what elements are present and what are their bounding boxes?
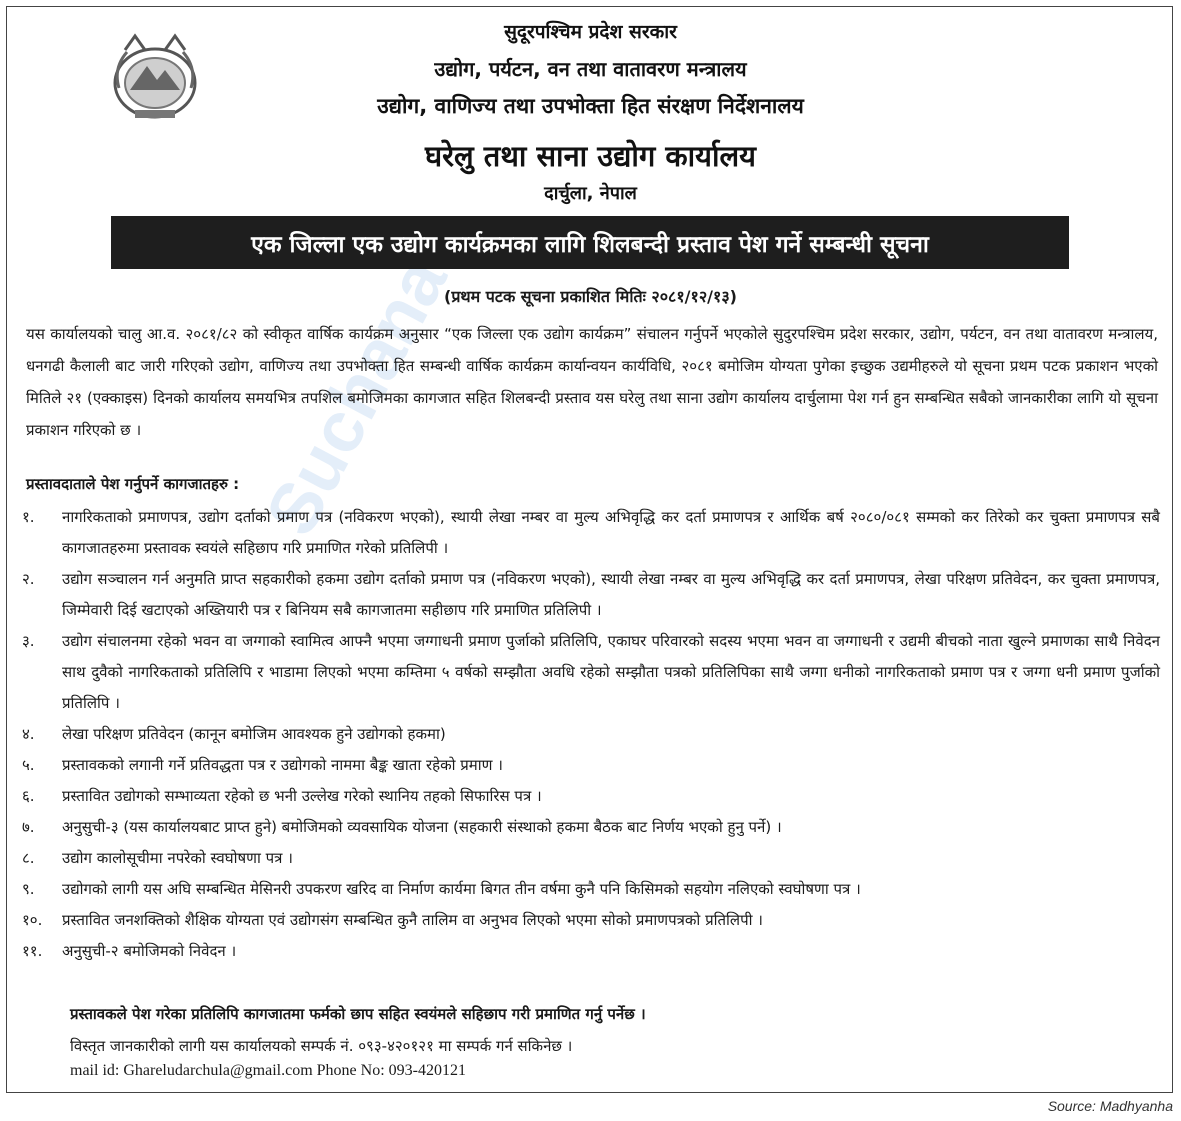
list-item — [22, 719, 1160, 750]
source-credit: Source: Madhyanha — [1047, 1098, 1173, 1114]
item-text: लेखा परिक्षण प्रतिवेदन (कानून बमोजिम आवश्यक हुने उद्योगको हकमा) — [62, 725, 446, 743]
item-text: प्रस्तावित उद्योगको सम्भाव्यता रहेको छ भनी उल्लेख गरेको स्थानिय तहको सिफारिस पत्र । — [62, 787, 542, 805]
item-number: २. — [22, 570, 35, 588]
list-item — [22, 781, 1160, 812]
mail-phone: mail id: Ghareludarchula@gmail.com Phone No: 093-420121 — [70, 1062, 466, 1079]
notice-title: एक जिल्ला एक उद्योग कार्यक्रमका लागि शिलबन्दी प्रस्ताव पेश गर्ने सम्बन्धी सूचना — [111, 216, 1069, 269]
item-text: उद्योग सञ्चालन गर्न अनुमति प्राप्त सहकारीको हकमा उद्योग दर्ताको प्रमाण पत्र (नविकरण भएको), स्थायी लेखा नम्बर वा मुल्य अभिवृद्धि कर दर्ता प्रमाणपत्र, लेखा परिक्षण प्रतिवेदन, कर चुक्ता प्रमाणपत्र, जिम्मेवारी दिई खटाएको अख्तियारी पत्र र बिनियम सबै कागजातमा सहीछाप गरि प्रमाणित प्रतिलिपी । — [62, 570, 1160, 619]
item-text: अनुसुची-३ (यस कार्यालयबाट प्राप्त हुने) बमोजिमको व्यवसायिक योजना (सहकारी संस्थाको हकमा बैठक बाट निर्णय भएको हुनु पर्ने) । — [62, 818, 782, 836]
item-number: ४. — [22, 725, 35, 743]
directorate-name: उद्योग, वाणिज्य तथा उपभोक्ता हित संरक्षण निर्देशनालय — [377, 94, 804, 118]
item-number: ७. — [22, 818, 35, 836]
office-location: दार्चुला, नेपाल — [544, 183, 637, 204]
item-text: प्रस्तावित जनशक्तिको शैक्षिक योग्यता एवं उद्योगसंग सम्बन्धित कुनै तालिम वा अनुभव लिएको भएमा सोको प्रमाणपत्रको प्रतिलिपी । — [62, 911, 763, 929]
contact-info: विस्तृत जानकारीको लागी यस कार्यालयको सम्पर्क नं. ०९३-४२०१२१ मा सम्पर्क गर्न सकिनेछ । — [70, 1037, 573, 1055]
item-text: अनुसुची-२ बमोजिमको निवेदन । — [62, 942, 237, 960]
item-text: प्रस्तावकको लगानी गर्ने प्रतिवद्धता पत्र र उद्योगको नाममा बैङ्क खाता रहेको प्रमाण । — [62, 756, 503, 774]
list-item — [22, 905, 1160, 936]
list-item — [22, 936, 1160, 967]
item-number: १. — [22, 508, 35, 526]
list-item — [22, 626, 1160, 719]
government-name: सुदूरपश्चिम प्रदेश सरकार — [504, 21, 677, 43]
documents-list — [22, 502, 1160, 967]
item-number: ५. — [22, 756, 35, 774]
item-number: १०. — [22, 911, 43, 929]
watermark: Suchana — [250, 245, 463, 549]
list-item — [22, 843, 1160, 874]
ministry-name: उद्योग, पर्यटन, वन तथा वातावरण मन्त्रालय — [434, 57, 747, 81]
item-text: उद्योग कालोसूचीमा नपरेको स्वघोषणा पत्र । — [62, 849, 293, 867]
item-number: ११. — [22, 942, 43, 960]
item-number: ६. — [22, 787, 35, 805]
list-item — [22, 502, 1160, 564]
closing-statement: प्रस्तावकले पेश गरेका प्रतिलिपि कागजातमा फर्मको छाप सहित स्वयंमले सहिछाप गरी प्रमाणित गर्नु पर्नेछ । — [70, 1005, 646, 1023]
item-number: ८. — [22, 849, 35, 867]
item-text: उद्योगको लागी यस अघि सम्बन्धित मेसिनरी उपकरण खरिद वा निर्माण कार्यमा बिगत तीन वर्षमा कुनै पनि किसिमको सहयोग नलिएको स्वघोषणा पत्र । — [62, 880, 861, 898]
documents-heading: प्रस्तावदाताले पेश गर्नुपर्ने कागजातहरु : — [26, 475, 240, 493]
intro-paragraph: यस कार्यालयको चालु आ.व. २०८१/८२ को स्वीकृत वार्षिक कार्यक्रम अनुसार “एक जिल्ला एक उद्योग कार्यक्रम” संचालन गर्नुपर्ने भएकोले सुदुरपश्चिम प्रदेश सरकार, उद्योग, पर्यटन, वन तथा वातावरण मन्त्रालय, धनगढी कैलाली बाट जारी गरिएको उद्योग, वाणिज्य तथा उपभोक्ता हित सम्बन्धी वार्षिक कार्यक्रम कार्यान्वयन कार्यविधि, २०८१ बमोजिम योग्यता पुगेका इच्छुक उद्यमीहरुले यो सूचना प्रथम पटक प्रकाशन भएको मितिले २१ (एक्काइस) दिनको कार्यालय समयभित्र तपशिल बमोजिमका कागजात सहित शिलबन्दी प्रस्ताव यस घरेलु तथा साना उद्योग कार्यालय दार्चुलामा पेश गर्न हुन सम्बन्धित सबैको जानकारीका लागि यो सूचना प्रकाशन गरिएको छ । — [26, 325, 1158, 439]
office-name: घरेलु तथा साना उद्योग कार्यालय — [425, 139, 756, 173]
list-item — [22, 564, 1160, 626]
item-text: नागरिकताको प्रमाणपत्र, उद्योग दर्ताको प्रमाण पत्र (नविकरण भएको), स्थायी लेखा नम्बर वा मुल्य अभिवृद्धि कर दर्ता प्रमाणपत्र र आर्थिक बर्ष २०८०/०८१ सम्मको कर तिरेको कर चुक्ता प्रमाणपत्र सबै कागजातहरुमा प्रस्तावक स्वयंले सहिछाप गरि प्रमाणित गरेको प्रतिलिपी । — [62, 508, 1160, 557]
item-text: उद्योग संचालनमा रहेको भवन वा जग्गाको स्वामित्व आफ्नै भएमा जग्गाधनी प्रमाण पुर्जाको प्रतिलिपि, एकाघर परिवारको सदस्य भएमा भवन वा जग्गाधनी र उद्यमी बीचको नाता खुल्ने प्रमाणका साथै निवेदन साथ दुवैको नागरिकताको प्रतिलिपि र भाडामा लिएको भएमा कम्तिमा ५ वर्षको सम्झौता अवधि रहेको सम्झौता पत्रको प्रतिलिपिका साथै जग्गा धनीको नागरिकताको प्रमाण पत्र र जग्गा धनी प्रमाण पुर्जाको प्रतिलिपि । — [62, 632, 1160, 712]
item-number: ३. — [22, 632, 35, 650]
list-item — [22, 812, 1160, 843]
list-item — [22, 874, 1160, 905]
publish-date: (प्रथम पटक सूचना प्रकाशित मितिः २०८१/१२/१३) — [444, 287, 737, 306]
item-number: ९. — [22, 880, 35, 898]
list-item — [22, 750, 1160, 781]
